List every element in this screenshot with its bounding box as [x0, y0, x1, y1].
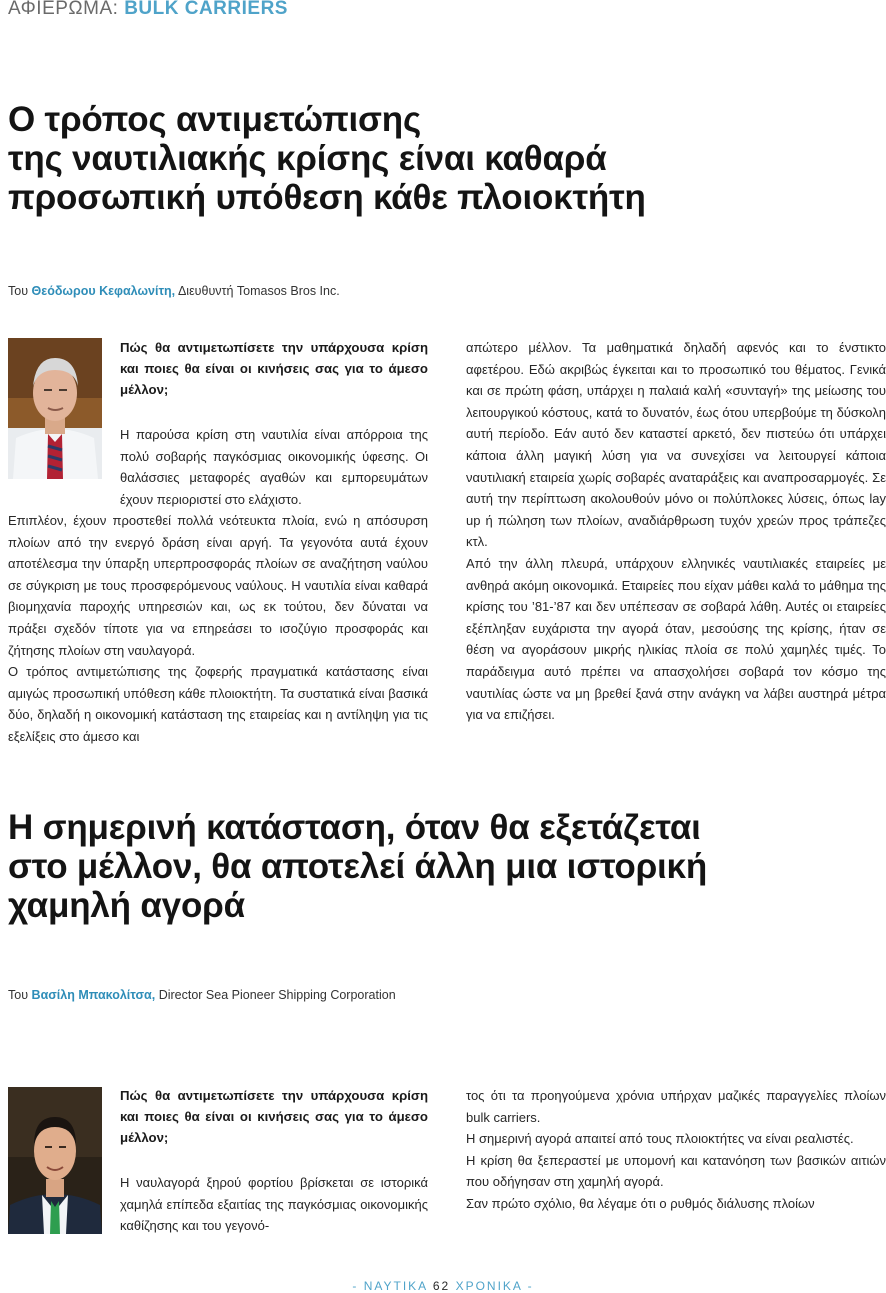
article1-col2-body	[466, 337, 886, 726]
article2-col2-body	[466, 1085, 886, 1215]
article2-headline	[8, 808, 707, 925]
headline-line: Η σημερινή κατάσταση, όταν θα εξετάζεται	[8, 808, 701, 847]
article1-byline	[8, 284, 340, 298]
footer-right: ΧΡΟΝΙΚΑ -	[455, 1279, 534, 1293]
headline-line: Ο τρόπος αντιμετώπισης	[8, 100, 421, 139]
paragraph: Η κρίση θα ξεπεραστεί με υπομονή και κατανόηση των βασικών αιτιών που οδήγησαν στη χαμηλή αγορά.	[466, 1152, 886, 1190]
byline-author: Θεόδωρου Κεφαλωνίτη,	[31, 284, 176, 298]
footer-left: - ΝΑΥΤΙΚΑ	[352, 1279, 428, 1293]
headline-line: στο μέλλον, θα αποτελεί άλλη μια ιστορική	[8, 847, 708, 886]
paragraph: Ο τρόπος αντιμετώπισης της ζοφερής πραγματικά κατάστασης είναι αμιγώς προσωπική υπόθεση κάθε πλοιοκτήτη. Τα συστατικά είναι βασικά δύο, δηλαδή η οικονομική κατάσταση της εταιρείας και η αντίληψη για τις εξελίξεις στο άμεσο και	[8, 664, 428, 744]
byline-author: Βασίλη Μπακολίτσα,	[31, 988, 156, 1002]
article2-question: Πώς θα αντιμετωπίσετε την υπάρχουσα κρίση και ποιες θα είναι οι κινήσεις σας για το άμεσο μέλλον;	[120, 1088, 428, 1145]
headline-line: της ναυτιλιακής κρίσης είναι καθαρά	[8, 139, 607, 178]
article1-question: Πώς θα αντιμετωπίσετε την υπάρχουσα κρίση και ποιες θα είναι οι κινήσεις σας για το άμεσο μέλλον;	[120, 340, 428, 397]
paragraph: Από την άλλη πλευρά, υπάρχουν ελληνικές ναυτιλιακές εταιρείες με ανθηρά ακόμη οικονομικά. Εταιρείες που είχαν μάθει καλά το μάθημα της κρίσης του ’81-’87 και δεν υπέπεσαν σε σοβαρά λάθη. Αυτές οι εταιρείες εξέπληξαν ευχάριστα την αγορά όταν, μεσούσης της κρίσης, ήταν σε θέση να αγοράσουν μικρής ηλικίας πλοία σε πολύ χαμηλές τιμές. Το παράδειγμα αυτό πρέπει να απασχολήσει σοβαρά τον κόσμο της ναυτιλίας ώστε να μη βρεθεί ξανά στην ανάγκη να λάβει αυστηρά μέτρα για να επιζήσει.	[466, 555, 886, 723]
headline-line: χαμηλή αγορά	[8, 886, 245, 925]
article2-col1-body: Η ναυλαγορά ξηρού φορτίου βρίσκεται σε ιστορικά χαμηλά επίπεδα εξαιτίας της παγκόσμιας οικονομικής καθίζησης και του γεγονό-	[120, 1175, 428, 1234]
byline-prefix: Του	[8, 284, 29, 298]
paragraph: Σαν πρώτο σχόλιο, θα λέγαμε ότι ο ρυθμός διάλυσης πλοίων	[466, 1195, 815, 1211]
paragraph: Επιπλέον, έχουν προστεθεί πολλά νεότευκτα πλοία, ενώ η απόσυρση πλοίων από την ενεργό δράση είναι αργή. Τα γεγονότα αυτά έχουν αποτέλεσμα την ύπαρξη υπερπροσφοράς πλοίων σε αναζήτηση ναύλου σε σύγκριση με τους προσφερόμενους ναύλους. Η ναυτιλία είναι καθαρά βιομηχανία παροχής υπηρεσιών και, ως εκ τούτου, δεν δύναται να πράξει σχεδόν τίποτε για να επηρεάσει το ισοζύγιο προσφοράς και ζήτησης πλοίων στη ναυλαγορά.	[8, 513, 428, 658]
section-label: ΑΦΙΕΡΩΜΑ:	[8, 0, 119, 19]
paragraph: Η σημερινή αγορά απαιτεί από τους πλοιοκτήτες να είναι ρεαλιστές.	[466, 1131, 854, 1147]
headline-line: προσωπική υπόθεση κάθε πλοιοκτήτη	[8, 178, 646, 217]
author-portrait-image	[8, 338, 102, 479]
author-portrait-image	[8, 1087, 102, 1234]
article1-headline	[8, 100, 646, 217]
page-number: 62	[432, 1279, 451, 1293]
article2-byline	[8, 988, 396, 1002]
author-photo	[8, 338, 102, 479]
author-photo	[8, 1087, 102, 1234]
paragraph: τος ότι τα προηγούμενα χρόνια υπήρχαν μαζικές παραγγελίες πλοίων bulk carriers.	[466, 1088, 886, 1125]
byline-role: Διευθυντή Tomasos Bros Inc.	[177, 284, 340, 298]
section-tag	[8, 0, 288, 20]
article1-col1-intro: Η παρούσα κρίση στη ναυτιλία είναι απόρροια της πολύ σοβαρής παγκόσμιας οικονομικής ύφεσης. Οι θαλάσσιες μεταφορές αγαθών και εμπορευμάτων έχουν περιοριστεί στο ελάχιστο.	[120, 427, 428, 507]
byline-role: Director Sea Pioneer Shipping Corporation	[158, 988, 396, 1002]
paragraph: απώτερο μέλλον. Τα μαθηματικά δηλαδή αφενός και το ένστικτο αφετέρου. Εδώ ακριβώς έγκειται και το προσωπικό του θέματος. Γενικά και σε πρώτη φάση, υπάρχει η παλαιά καλή «συνταγή» της μείωσης του λειτουργικού κόστους, κατά το δυνατόν, έως ότου υπερβούμε τη δύσκολη αυτή περίοδο. Εάν αυτό δεν καταστεί αρκετό, δεν πιστεύω ότι υπάρχει κάποια άλλη μαγική λύση για να συνεχίσει να λειτουργεί κάποια ναυτιλιακή εταιρεία χωρίς σοβαρές αναταράξεις και αναπροσαρμογές. Σε αυτή την περίπτωση ακολουθούν μόνο οι πολύπλοκες λύσεις, όπως lay up ή πώληση των πλοίων, αναδιάρθρωση τυχόν χρεών προς τράπεζες κτλ.	[466, 340, 886, 550]
article1-col1-body	[8, 510, 428, 748]
section-topic: BULK CARRIERS	[124, 0, 288, 19]
byline-prefix: Του	[8, 988, 29, 1002]
